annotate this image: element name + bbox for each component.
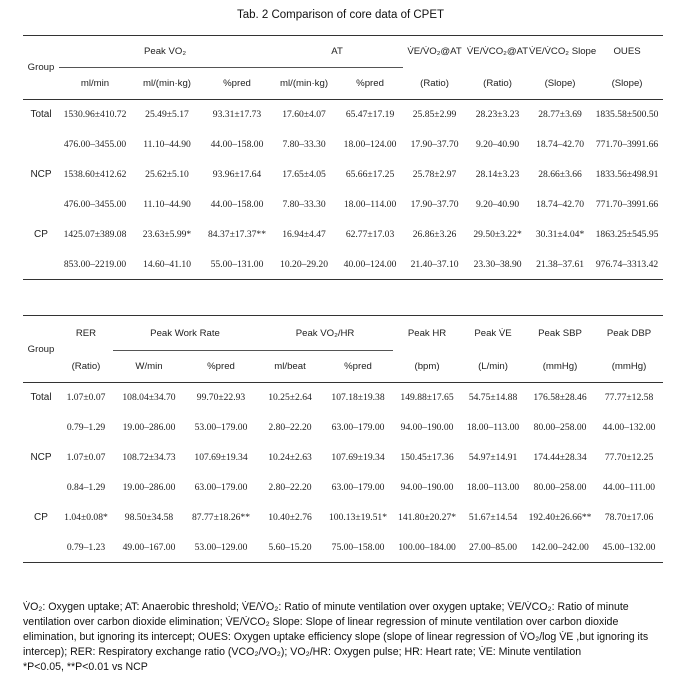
- unit-cell: %pred: [344, 361, 372, 372]
- table-cell: 80.00–258.00: [533, 482, 587, 493]
- table-cell: 53.00–179.00: [194, 422, 248, 433]
- table-cell: 77.70±12.25: [604, 452, 654, 463]
- table-cell: 55.00–131.00: [210, 258, 264, 270]
- table-cell: 27.00–85.00: [469, 541, 518, 553]
- table-cell: 28.77±3.69: [538, 109, 582, 121]
- table-cell: 1835.58±500.50: [595, 109, 659, 121]
- unit-cell: %pred: [223, 78, 251, 89]
- table-row: [23, 413, 663, 443]
- group-cell: Total: [30, 392, 52, 404]
- table-cell: 7.80–33.30: [282, 199, 326, 210]
- group-cell: [23, 190, 59, 220]
- unit-cell: (Slope): [544, 77, 576, 89]
- table-cell: 100.00–184.00: [398, 541, 456, 553]
- table-cell: 40.00–124.00: [343, 258, 397, 270]
- table-cell: 23.30–38.90: [473, 258, 522, 270]
- table-cell: 17.90–37.70: [410, 139, 459, 150]
- table-caption: Tab. 2 Comparison of core data of CPET: [236, 9, 445, 21]
- table-cell: 44.00–111.00: [603, 482, 656, 493]
- table-row: [23, 443, 663, 473]
- group-cell: [23, 130, 59, 160]
- table-cell: 1425.07±389.08: [63, 229, 127, 240]
- unit-cell: (Slope): [611, 77, 643, 89]
- table-cell: 476.00–3455.00: [63, 199, 127, 210]
- footnote-significance: *P<0.05, **P<0.01 vs NCP: [23, 661, 148, 673]
- table-cell: 19.00–286.00: [122, 422, 176, 433]
- group-cell: [23, 413, 59, 443]
- table-cell: 10.25±2.64: [268, 392, 312, 404]
- table-cell: 10.40±2.76: [268, 512, 312, 523]
- table-cell: 1833.56±498.91: [595, 169, 659, 180]
- unit-cell: %pred: [356, 78, 384, 89]
- table-cell: 23.63±5.99*: [142, 229, 192, 240]
- group-cell: [23, 533, 59, 563]
- table-cell: 141.80±20.27*: [398, 512, 457, 523]
- table-row: [23, 130, 663, 160]
- table-cell: 108.04±34.70: [122, 392, 176, 404]
- cpet-table-1: [23, 35, 663, 280]
- table-cell: 77.77±12.58: [604, 392, 654, 404]
- table-cell: 0.84–1.29: [66, 482, 106, 493]
- table-cell: 75.00–158.00: [331, 541, 385, 553]
- table-cell: 99.70±22.93: [196, 392, 246, 404]
- table-cell: 100.13±19.51*: [329, 512, 388, 523]
- table-cell: 976.74–3313.42: [595, 258, 659, 270]
- table-cell: 17.90–37.70: [410, 199, 459, 210]
- table-cell: 9.20–40.90: [475, 139, 520, 150]
- table-cell: 63.00–179.00: [194, 482, 248, 493]
- table-footnote: [23, 600, 663, 675]
- table-cell: 1538.60±412.62: [63, 169, 127, 180]
- table-cell: 108.72±34.73: [122, 452, 176, 463]
- unit-cell: %pred: [207, 361, 235, 372]
- table-cell: 771.70–3991.66: [595, 199, 659, 210]
- group-cell: CP: [34, 512, 48, 523]
- table-row: [23, 220, 663, 250]
- group-cell: [23, 473, 59, 503]
- table-cell: 18.00–113.00: [466, 482, 520, 493]
- table-cell: 9.20–40.90: [475, 199, 520, 210]
- table-cell: 142.00–242.00: [531, 541, 589, 553]
- table-cell: 28.14±3.23: [475, 169, 520, 180]
- table-cell: 18.00–113.00: [466, 422, 520, 433]
- table-cell: 16.94±4.47: [282, 229, 326, 240]
- table-cell: 54.75±14.88: [468, 392, 518, 404]
- table-cell: 44.00–158.00: [210, 139, 264, 150]
- table-row: [23, 160, 663, 190]
- ve-vco2-at-header: V̇E/V̇CO₂@AT: [466, 46, 529, 58]
- oues-header: OUES: [613, 46, 641, 58]
- table-cell: 1.04±0.08*: [64, 512, 108, 523]
- peak-vo2-hr-header: Peak VO₂/HR: [257, 316, 393, 351]
- table-cell: 26.86±3.26: [412, 229, 457, 240]
- table-cell: 18.00–124.00: [343, 139, 397, 150]
- peak-ve-header: Peak V̇E: [474, 327, 512, 339]
- table-cell: 10.24±2.63: [268, 452, 312, 463]
- group-cell: NCP: [30, 452, 52, 463]
- table-cell: 87.77±18.26**: [191, 512, 251, 523]
- group-cell: CP: [34, 229, 48, 240]
- table-row: [23, 533, 663, 563]
- peak-dbp-header: Peak DBP: [606, 327, 652, 339]
- table-cell: 29.50±3.22*: [473, 229, 522, 240]
- table-cell: 0.79–1.29: [66, 422, 106, 433]
- unit-cell: (mmHg): [611, 360, 647, 372]
- table-cell: 98.50±34.58: [124, 512, 174, 523]
- table-cell: 19.00–286.00: [122, 482, 176, 493]
- table-cell: 53.00–129.00: [194, 541, 248, 553]
- table-cell: 44.00–132.00: [602, 422, 656, 433]
- table-cell: 25.85±2.99: [412, 109, 457, 121]
- table-cell: 1530.96±410.72: [63, 109, 127, 121]
- table-cell: 107.18±19.38: [331, 392, 385, 404]
- table-cell: 84.37±17.37**: [208, 229, 267, 240]
- table-cell: 63.00–179.00: [331, 482, 385, 493]
- table-cell: 25.78±2.97: [412, 169, 457, 180]
- group-header: Group: [23, 316, 59, 383]
- table-cell: 93.31±17.73: [212, 109, 262, 121]
- unit-cell: (Ratio): [483, 77, 512, 89]
- unit-cell: ml/(min·kg): [280, 78, 329, 89]
- table-cell: 2.80–22.20: [268, 482, 312, 493]
- unit-cell: W/min: [135, 361, 163, 372]
- table-cell: 63.00–179.00: [331, 422, 385, 433]
- table-cell: 853.00–2219.00: [63, 258, 127, 270]
- table-cell: 28.66±3.66: [538, 169, 582, 180]
- peak-sbp-header: Peak SBP: [538, 327, 582, 339]
- table-cell: 80.00–258.00: [533, 422, 587, 433]
- rer-header: RER: [75, 327, 97, 339]
- table-cell: 65.66±17.25: [345, 169, 395, 180]
- table-cell: 17.65±4.05: [282, 169, 326, 180]
- peak-vo2-header: Peak VO₂: [59, 36, 271, 68]
- table-cell: 11.10–44.90: [143, 199, 191, 210]
- table-cell: 1.07±0.07: [66, 452, 106, 463]
- table-cell: 176.58±28.46: [533, 392, 587, 404]
- table-cell: 771.70–3991.66: [595, 139, 659, 150]
- unit-cell: (bpm): [414, 360, 440, 372]
- group-cell: NCP: [30, 169, 52, 180]
- table-row: [23, 383, 663, 413]
- table-cell: 5.60–15.20: [268, 541, 312, 553]
- footnote-definitions: V̇O₂: Oxygen uptake; AT: Anaerobic threshold; V̇E/V̇O₂: Ratio of minute ventilation over oxygen uptake; V̇E/V̇CO₂: Ratio of minute ventilation over carbon dioxide elimination; V̇E/V̇CO₂ Slope: Slope of linear regression of minute ventilation over carbon dioxide elimination, but ignoring its intercept; OUES: Oxygen uptake efficiency slope (slope of linear regression of V̇O₂/log V̇E ,but ignoring its intercep); RER: Respiratory exchange ratio (VCO₂/VO₂); VO₂/HR: Oxygen pulse; HR: Heart rate; V̇E: Minute ventilation: [23, 601, 649, 658]
- table-cell: 476.00–3455.00: [63, 139, 127, 150]
- table-cell: 2.80–22.20: [268, 422, 312, 433]
- unit-cell: ml/beat: [274, 361, 306, 372]
- table-cell: 192.40±26.66**: [528, 512, 592, 523]
- cpet-table-2: [23, 315, 663, 563]
- unit-cell: ml/min: [80, 78, 110, 89]
- table-cell: 49.00–167.00: [122, 541, 176, 553]
- table-cell: 25.62±5.10: [145, 169, 189, 180]
- table-cell: 21.38–37.61: [536, 258, 585, 270]
- table-cell: 28.23±3.23: [475, 109, 520, 121]
- table-cell: 7.80–33.30: [282, 139, 326, 150]
- table-cell: 11.10–44.90: [143, 139, 191, 150]
- table-cell: 94.00–190.00: [400, 482, 454, 493]
- table-row: [23, 473, 663, 503]
- table-cell: 150.45±17.36: [400, 452, 454, 463]
- table-cell: 10.20–29.20: [280, 258, 329, 270]
- table-cell: 107.69±19.34: [194, 452, 248, 463]
- table-cell: 25.49±5.17: [145, 109, 189, 121]
- peak-work-rate-header: Peak Work Rate: [113, 316, 257, 351]
- table-cell: 149.88±17.65: [400, 392, 454, 404]
- table-row: [23, 503, 663, 533]
- unit-cell: (Ratio): [71, 360, 101, 372]
- table-cell: 54.97±14.91: [468, 452, 518, 463]
- table-cell: 0.79–1.23: [66, 541, 106, 553]
- table-row: [23, 250, 663, 280]
- at-header: AT: [271, 36, 403, 68]
- table-cell: 51.67±14.54: [468, 512, 518, 523]
- table-cell: 18.74–42.70: [536, 199, 585, 210]
- table-cell: 94.00–190.00: [400, 422, 454, 433]
- table-cell: 78.70±17.06: [604, 512, 654, 523]
- table-cell: 1.07±0.07: [66, 392, 106, 404]
- table-row: [23, 100, 663, 130]
- table-cell: 30.31±4.04*: [535, 229, 585, 240]
- unit-cell: (mmHg): [542, 360, 578, 372]
- table-cell: 62.77±17.03: [345, 229, 395, 240]
- group-cell: [23, 250, 59, 280]
- table-cell: 65.47±17.19: [345, 109, 395, 121]
- table-cell: 174.44±28.34: [533, 452, 587, 463]
- table-cell: 18.74–42.70: [536, 139, 585, 150]
- unit-cell: (L/min): [478, 360, 508, 372]
- table-cell: 107.69±19.34: [331, 452, 385, 463]
- table-cell: 44.00–158.00: [210, 199, 264, 210]
- table-cell: 93.96±17.64: [212, 169, 262, 180]
- table-cell: 21.40–37.10: [410, 258, 459, 270]
- table-cell: 18.00–114.00: [343, 199, 397, 210]
- table-row: [23, 190, 663, 220]
- unit-cell: (Ratio): [420, 77, 449, 89]
- ve-vo2-at-header: V̇E/V̇O₂@AT: [407, 46, 462, 58]
- table-cell: 17.60±4.07: [282, 109, 326, 121]
- table-cell: 14.60–41.10: [143, 258, 191, 270]
- ve-vco2-slope-header: V̇E/V̇CO₂ Slope: [529, 46, 597, 58]
- peak-hr-header: Peak HR: [407, 327, 447, 339]
- table-cell: 45.00–132.00: [602, 541, 656, 553]
- unit-cell: ml/(min·kg): [143, 78, 191, 89]
- group-cell: Total: [30, 109, 52, 121]
- group-header: Group: [23, 36, 59, 100]
- table-cell: 1863.25±545.95: [595, 229, 659, 240]
